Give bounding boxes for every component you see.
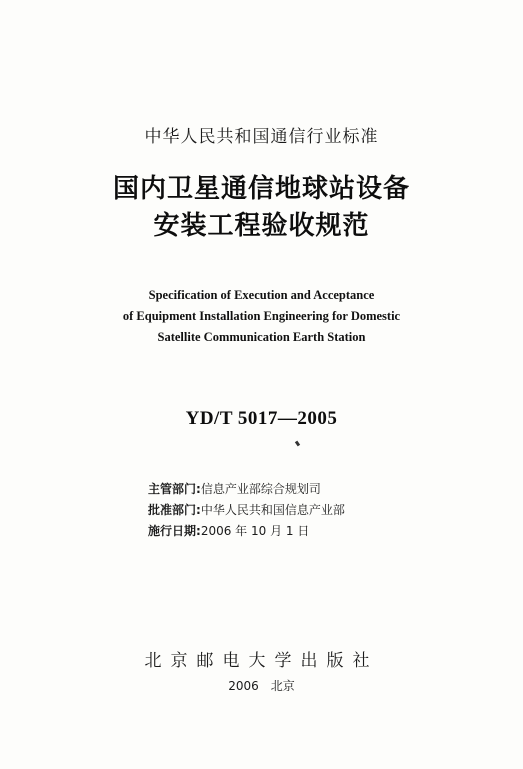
meta-authority [148,479,345,500]
meta-approver-value: 中华人民共和国信息产业部 [200,503,345,517]
publish-city: 北京 [270,679,295,693]
publisher-name: 北京邮电大学出版社 [144,651,379,671]
title-en [0,285,523,348]
meta-approver [148,500,345,521]
publish-info [0,677,523,694]
meta-block [148,479,345,542]
standard-code: YD/T 5017—2005 [185,408,338,429]
title-zh-line1: 国内卫星通信地球站设备 [112,174,410,204]
meta-effective-key: 施行日期: [148,524,201,538]
meta-effective [148,521,345,542]
print-mark [295,441,300,447]
meta-authority-value: 信息产业部综合规划司 [200,482,321,496]
meta-authority-key: 主管部门: [148,482,201,496]
meta-approver-key: 批准部门: [148,503,201,517]
title-en-line3: Satellite Communication Earth Station [157,330,366,344]
title-zh-line2: 安装工程验收规范 [153,211,370,241]
title-en-line2: of Equipment Installation Engineering for Domestic [122,309,401,323]
title-en-line1: Specification of Execution and Acceptance [148,288,375,302]
meta-effective-value: 2006 年 10 月 1 日 [200,524,310,538]
standard-category: 中华人民共和国通信行业标准 [144,127,379,147]
publish-year: 2006 [228,679,259,693]
